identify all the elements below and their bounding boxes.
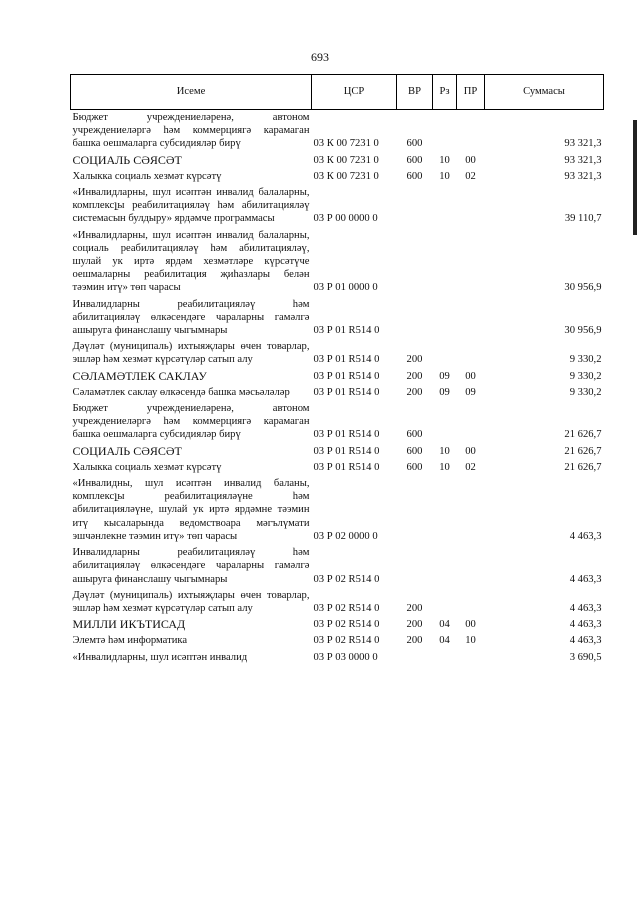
cell-pr [457,185,485,228]
cell-csr: 03 Р 02 R514 0 [313,573,380,585]
cell-vr: 600 [406,170,423,182]
header-name: Исеме [71,75,312,110]
cell-sum: 4 463,3 [569,530,602,542]
cell-vr: 200 [406,619,423,631]
header-pr: ПР [457,75,485,110]
cell-name: Халыкка социаль хезмәт күрсәтү [72,461,222,473]
cell-name: «Инвалидларны, шул исәптән инвалид [72,651,248,663]
cell-sum: 93 321,3 [564,170,602,182]
cell-name: МИЛЛИ ИКЪТИСАД [72,617,186,632]
table-row [71,385,604,401]
cell-sum: 4 463,3 [569,619,602,631]
cell-vr: 600 [406,138,423,150]
table-row [71,369,604,385]
cell-pr: 09 [465,386,476,398]
cell-rz [433,588,457,617]
cell-vr: 200 [406,370,423,382]
table-row [71,633,604,649]
cell-sum: 21 626,7 [564,429,602,441]
cell-vr: 200 [406,386,423,398]
cell-rz [433,650,457,666]
cell-csr: 03 Р 02 0000 0 [313,530,378,542]
cell-rz [433,185,457,228]
cell-sum: 9 330,2 [569,354,602,366]
table-row [71,339,604,368]
cell-csr: 03 Р 01 R514 0 [313,461,380,473]
cell-rz [433,228,457,297]
cell-rz [433,401,457,444]
header-vr: ВР [397,75,433,110]
cell-rz [433,297,457,340]
page-number: 693 [311,50,329,64]
cell-rz: 10 [439,154,450,166]
table-row [71,588,604,617]
cell-pr: 02 [465,170,476,182]
cell-sum: 4 463,3 [569,602,602,614]
header-rz: Рз [433,75,457,110]
cell-pr [457,339,485,368]
budget-table [70,74,604,666]
cell-pr [457,588,485,617]
cell-name: «Инвалидларны, шул исәптән инвалид балаларны, социаль реабилитацияләү һәм абилитацияләү, шулай ук иртә ярдәм хезмәтләре күрсәтүче оешмаларны реабилитация җиһазлары белән тәэмин итү» төп чарасы [72,229,310,294]
cell-sum: 9 330,2 [569,386,602,398]
cell-rz [433,339,457,368]
cell-name: «Инвалидны, шул исәптән инвалид баланы, комплексլы реабилитацияләүне һәм абилитацияләүне, шулай ук иртә ярдәмне тәэмин итү кысаларында ведомствоара мәгълүмати эшчәнлекне тәэмин итү» төп чарасы [72,478,310,542]
cell-csr: 03 К 00 7231 0 [313,138,379,150]
cell-rz: 10 [439,445,450,457]
cell-csr: 03 Р 02 R514 0 [313,635,380,647]
cell-name: СӘЛАМӘТЛЕК САКЛАУ [72,368,207,383]
cell-pr: 00 [465,370,476,382]
cell-name: Сәламәтлек саклау өлкәсендә башка мәсьәләләр [72,386,290,398]
cell-csr: 03 К 00 7231 0 [313,154,379,166]
cell-name: Бюджет учреждениеләренә, автоном учреждениеләргә һәм коммерциягә карамаган башка оешмаларга субсидияләр бирү [72,112,310,150]
cell-pr [457,297,485,340]
cell-vr [397,185,433,228]
table-row [71,476,604,545]
cell-rz: 04 [439,635,450,647]
cell-vr: 600 [406,154,423,166]
cell-name: СОЦИАЛЬ СӘЯСӘТ [72,152,182,167]
cell-rz [433,545,457,588]
margin-mark [633,120,637,235]
cell-sum: 9 330,2 [569,370,602,382]
cell-pr [457,650,485,666]
header-csr: ЦСР [312,75,397,110]
cell-name: Дәүләт (муниципаль) ихтыяҗлары өчен товарлар, эшләр һәм хезмәт күрсәтүләр сатып алу [72,589,310,614]
cell-vr [397,297,433,340]
cell-rz [433,110,457,153]
cell-pr: 10 [465,635,476,647]
cell-vr: 600 [406,429,423,441]
cell-sum: 30 956,9 [564,282,602,294]
cell-csr: 03 Р 01 R514 0 [313,429,380,441]
cell-rz: 10 [439,461,450,473]
cell-vr: 600 [406,461,423,473]
cell-rz: 09 [439,370,450,382]
cell-name: Инвалидларны реабилитацияләү һәм абилитацияләү өлкәсендәге чараларны гамәлгә ашыруга финанслашу чыгымнары [72,298,310,337]
cell-csr: 03 Р 01 R514 0 [313,445,380,457]
table-row [71,297,604,340]
cell-sum: 93 321,3 [564,138,602,150]
cell-csr: 03 Р 00 0000 0 [313,213,378,225]
cell-sum: 3 690,5 [569,651,602,663]
cell-rz [433,476,457,545]
cell-sum: 21 626,7 [564,461,602,473]
cell-pr: 00 [465,154,476,166]
cell-sum: 21 626,7 [564,445,602,457]
table-row [71,444,604,460]
cell-sum: 39 110,7 [564,213,602,225]
cell-vr: 600 [406,445,423,457]
cell-name: СОЦИАЛЬ СӘЯСӘТ [72,443,182,458]
cell-csr: 03 Р 01 R514 0 [313,325,380,337]
table-row [71,545,604,588]
cell-csr: 03 Р 01 0000 0 [313,282,378,294]
cell-name: Дәүләт (муниципаль) ихтыяҗлары өчен товарлар, эшләр һәм хезмәт күрсәтүләр сатып алу [72,341,310,366]
cell-vr: 200 [406,602,423,614]
cell-sum: 4 463,3 [569,573,602,585]
cell-rz: 09 [439,386,450,398]
cell-sum: 4 463,3 [569,635,602,647]
cell-sum: 30 956,9 [564,325,602,337]
cell-vr [397,545,433,588]
cell-csr: 03 Р 01 R514 0 [313,386,380,398]
table-header-row [71,75,604,110]
cell-vr: 200 [406,635,423,647]
cell-rz: 10 [439,170,450,182]
cell-pr: 00 [465,619,476,631]
table-row [71,401,604,444]
cell-sum: 93 321,3 [564,154,602,166]
cell-csr: 03 Р 02 R514 0 [313,619,380,631]
table-row [71,650,604,666]
cell-csr: 03 Р 03 0000 0 [313,651,378,663]
cell-pr [457,401,485,444]
cell-name: Халыкка социаль хезмәт күрсәтү [72,170,222,182]
cell-pr: 02 [465,461,476,473]
cell-pr [457,228,485,297]
table-row [71,185,604,228]
cell-name: Элемтә һәм информатика [72,635,188,647]
table-row [71,460,604,476]
cell-pr [457,110,485,153]
cell-csr: 03 К 00 7231 0 [313,170,379,182]
cell-csr: 03 Р 02 R514 0 [313,602,380,614]
cell-pr: 00 [465,445,476,457]
cell-vr [397,650,433,666]
table-row [71,169,604,185]
table-row [71,110,604,153]
cell-name: «Инвалидларны, шул исәптән инвалид балаларны, комплексլы реабилитацияләү һәм абилитацияләү системасын булдыру» ярдәмче программасы [72,187,310,225]
header-sum: Суммасы [485,75,604,110]
cell-rz: 04 [439,619,450,631]
cell-name: Бюджет учреждениеләренә, автоном учреждениеләргә һәм коммерциягә карамаган башка оешмаларга субсидияләр бирү [72,403,310,441]
cell-pr [457,476,485,545]
cell-csr: 03 Р 01 R514 0 [313,354,380,366]
cell-csr: 03 Р 01 R514 0 [313,370,380,382]
cell-vr [397,476,433,545]
table-row [71,153,604,169]
cell-vr [397,228,433,297]
cell-name: Инвалидларны реабилитацияләү һәм абилитацияләү өлкәсендәге чараларны гамәлгә ашыруга финанслашу чыгымнары [72,547,310,585]
cell-vr: 200 [406,354,423,366]
cell-pr [457,545,485,588]
table-row [71,228,604,297]
table-row [71,617,604,633]
